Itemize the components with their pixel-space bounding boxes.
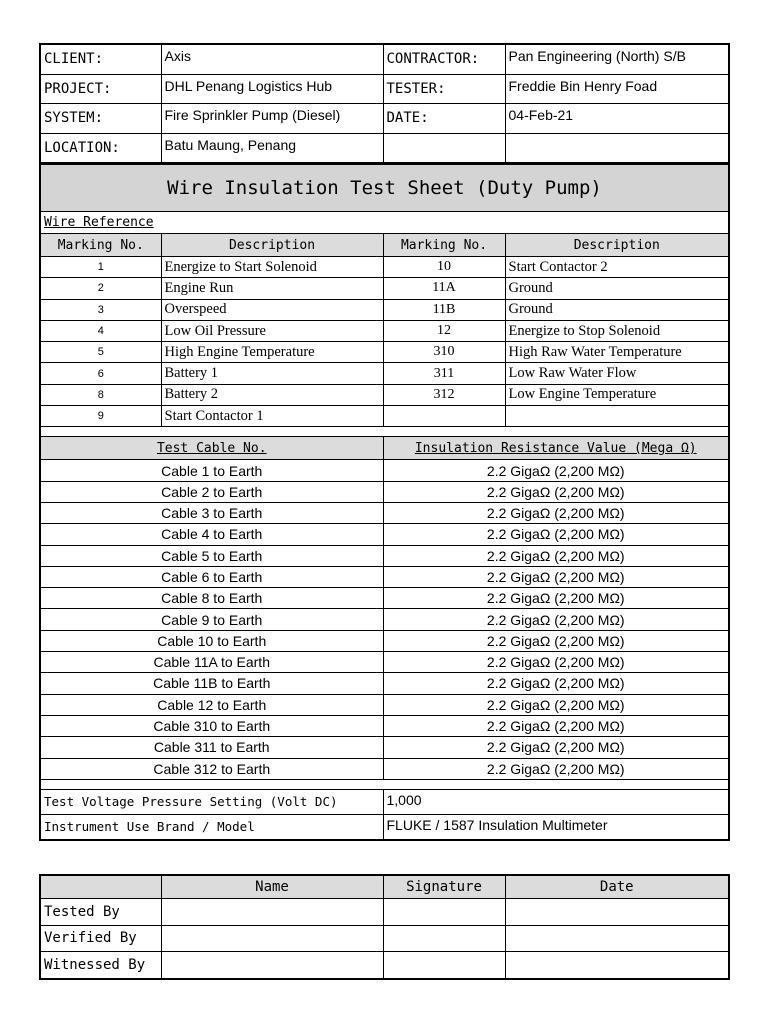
cable-row <box>40 481 729 502</box>
resistance-value: 2.2 GigaΩ (2,200 MΩ) <box>383 652 729 673</box>
signoff-row <box>40 899 729 926</box>
verified-by-label: Verified By <box>40 925 161 952</box>
wire-description: Start Contactor 2 <box>505 257 729 278</box>
signature-field[interactable] <box>383 925 505 952</box>
info-row <box>40 133 729 163</box>
wire-description: Engine Run <box>161 278 383 299</box>
wire-description: Low Raw Water Flow <box>505 363 729 384</box>
wire-description: Energize to Stop Solenoid <box>505 320 729 341</box>
wire-description: High Raw Water Temperature <box>505 342 729 363</box>
wire-description: Ground <box>505 278 729 299</box>
signoff-row <box>40 925 729 952</box>
wire-reference-label: Wire Reference <box>40 212 729 234</box>
contractor-label: CONTRACTOR: <box>383 44 505 74</box>
info-row <box>40 74 729 104</box>
cable-row <box>40 694 729 715</box>
location-value: Batu Maung, Penang <box>161 133 383 163</box>
resistance-value: 2.2 GigaΩ (2,200 MΩ) <box>383 737 729 758</box>
info-row <box>40 104 729 134</box>
cable-name: Cable 11A to Earth <box>40 652 383 673</box>
tester-value: Freddie Bin Henry Foad <box>505 74 729 104</box>
resistance-value: 2.2 GigaΩ (2,200 MΩ) <box>383 609 729 630</box>
resistance-value: 2.2 GigaΩ (2,200 MΩ) <box>383 694 729 715</box>
resistance-value: 2.2 GigaΩ (2,200 MΩ) <box>383 566 729 587</box>
project-value: DHL Penang Logistics Hub <box>161 74 383 104</box>
instrument-label: Instrument Use Brand / Model <box>40 814 383 840</box>
date-label: DATE: <box>383 104 505 134</box>
cable-name: Cable 10 to Earth <box>40 630 383 651</box>
spacer-row <box>40 779 729 789</box>
instrument-row <box>40 814 729 840</box>
date-field[interactable] <box>505 925 729 952</box>
marking-no: 1 <box>40 257 161 278</box>
wire-description: Battery 2 <box>161 384 383 405</box>
empty-cell <box>383 133 505 163</box>
voltage-row <box>40 789 729 814</box>
tester-label: TESTER: <box>383 74 505 104</box>
wire-row <box>40 406 729 427</box>
cable-row <box>40 609 729 630</box>
resistance-value: 2.2 GigaΩ (2,200 MΩ) <box>383 673 729 694</box>
resistance-value: 2.2 GigaΩ (2,200 MΩ) <box>383 715 729 736</box>
cable-row <box>40 630 729 651</box>
name-header: Name <box>161 875 383 899</box>
date-header: Date <box>505 875 729 899</box>
wire-row <box>40 363 729 384</box>
cable-name: Cable 312 to Earth <box>40 758 383 779</box>
project-label: PROJECT: <box>40 74 161 104</box>
cable-name: Cable 1 to Earth <box>40 460 383 481</box>
wire-description: Ground <box>505 299 729 320</box>
wire-row <box>40 278 729 299</box>
resistance-value: 2.2 GigaΩ (2,200 MΩ) <box>383 588 729 609</box>
wire-description: Energize to Start Solenoid <box>161 257 383 278</box>
signoff-table <box>39 874 730 980</box>
cable-name: Cable 6 to Earth <box>40 566 383 587</box>
cable-name: Cable 4 to Earth <box>40 524 383 545</box>
cable-row <box>40 460 729 481</box>
cable-name: Cable 2 to Earth <box>40 481 383 502</box>
spacer-row <box>40 427 729 437</box>
test-voltage-label: Test Voltage Pressure Setting (Volt DC) <box>40 789 383 814</box>
marking-no: 5 <box>40 342 161 363</box>
date-value: 04-Feb-21 <box>505 104 729 134</box>
date-field[interactable] <box>505 952 729 979</box>
marking-no: 311 <box>383 363 505 384</box>
contractor-value: Pan Engineering (North) S/B <box>505 44 729 74</box>
resistance-value: 2.2 GigaΩ (2,200 MΩ) <box>383 630 729 651</box>
system-label: SYSTEM: <box>40 104 161 134</box>
cable-row <box>40 545 729 566</box>
tested-by-label: Tested By <box>40 899 161 926</box>
description-header: Description <box>161 234 383 257</box>
marking-no: 11A <box>383 278 505 299</box>
test-voltage-value: 1,000 <box>383 789 729 814</box>
name-field[interactable] <box>161 899 383 926</box>
cable-row <box>40 673 729 694</box>
location-label: LOCATION: <box>40 133 161 163</box>
cable-name: Cable 8 to Earth <box>40 588 383 609</box>
cable-row <box>40 652 729 673</box>
cable-name: Cable 12 to Earth <box>40 694 383 715</box>
name-field[interactable] <box>161 925 383 952</box>
signature-field[interactable] <box>383 952 505 979</box>
marking-no: 310 <box>383 342 505 363</box>
marking-no-header: Marking No. <box>383 234 505 257</box>
date-field[interactable] <box>505 899 729 926</box>
empty-cell <box>505 133 729 163</box>
cable-row <box>40 758 729 779</box>
cable-name: Cable 310 to Earth <box>40 715 383 736</box>
sheet-title: Wire Insulation Test Sheet (Duty Pump) <box>40 164 729 212</box>
client-label: CLIENT: <box>40 44 161 74</box>
marking-no: 312 <box>383 384 505 405</box>
witnessed-by-label: Witnessed By <box>40 952 161 979</box>
marking-no: 2 <box>40 278 161 299</box>
marking-no: 8 <box>40 384 161 405</box>
insulation-resistance-header: Insulation Resistance Value (Mega Ω) <box>383 437 729 460</box>
marking-no: 9 <box>40 406 161 427</box>
wire-description: High Engine Temperature <box>161 342 383 363</box>
wire-row <box>40 342 729 363</box>
wire-row <box>40 384 729 405</box>
info-row <box>40 44 729 74</box>
cable-name: Cable 11B to Earth <box>40 673 383 694</box>
insulation-test-sheet <box>39 163 730 841</box>
cable-name: Cable 3 to Earth <box>40 502 383 523</box>
cable-name: Cable 5 to Earth <box>40 545 383 566</box>
cable-row <box>40 502 729 523</box>
name-field[interactable] <box>161 952 383 979</box>
cable-row <box>40 524 729 545</box>
wire-row <box>40 257 729 278</box>
marking-no: 12 <box>383 320 505 341</box>
test-cable-header: Test Cable No. <box>40 437 383 460</box>
resistance-value: 2.2 GigaΩ (2,200 MΩ) <box>383 460 729 481</box>
marking-no: 4 <box>40 320 161 341</box>
signature-field[interactable] <box>383 899 505 926</box>
resistance-value: 2.2 GigaΩ (2,200 MΩ) <box>383 502 729 523</box>
wire-row <box>40 320 729 341</box>
cable-row <box>40 715 729 736</box>
cable-name: Cable 9 to Earth <box>40 609 383 630</box>
marking-no: 10 <box>383 257 505 278</box>
resistance-value: 2.2 GigaΩ (2,200 MΩ) <box>383 481 729 502</box>
wire-description: Overspeed <box>161 299 383 320</box>
wire-description: Battery 1 <box>161 363 383 384</box>
system-value: Fire Sprinkler Pump (Diesel) <box>161 104 383 134</box>
resistance-value: 2.2 GigaΩ (2,200 MΩ) <box>383 545 729 566</box>
marking-no-header: Marking No. <box>40 234 161 257</box>
marking-no <box>383 406 505 427</box>
wire-row <box>40 299 729 320</box>
cable-row <box>40 566 729 587</box>
wire-description: Low Oil Pressure <box>161 320 383 341</box>
empty-header-cell <box>40 875 161 899</box>
resistance-value: 2.2 GigaΩ (2,200 MΩ) <box>383 758 729 779</box>
marking-no: 6 <box>40 363 161 384</box>
wire-description: Start Contactor 1 <box>161 406 383 427</box>
cable-row <box>40 588 729 609</box>
client-value: Axis <box>161 44 383 74</box>
resistance-value: 2.2 GigaΩ (2,200 MΩ) <box>383 524 729 545</box>
wire-description <box>505 406 729 427</box>
instrument-value: FLUKE / 1587 Insulation Multimeter <box>383 814 729 840</box>
signature-header: Signature <box>383 875 505 899</box>
description-header: Description <box>505 234 729 257</box>
signoff-row <box>40 952 729 979</box>
cable-row <box>40 737 729 758</box>
cable-name: Cable 311 to Earth <box>40 737 383 758</box>
project-info-table <box>39 43 730 164</box>
marking-no: 11B <box>383 299 505 320</box>
wire-description: Low Engine Temperature <box>505 384 729 405</box>
marking-no: 3 <box>40 299 161 320</box>
